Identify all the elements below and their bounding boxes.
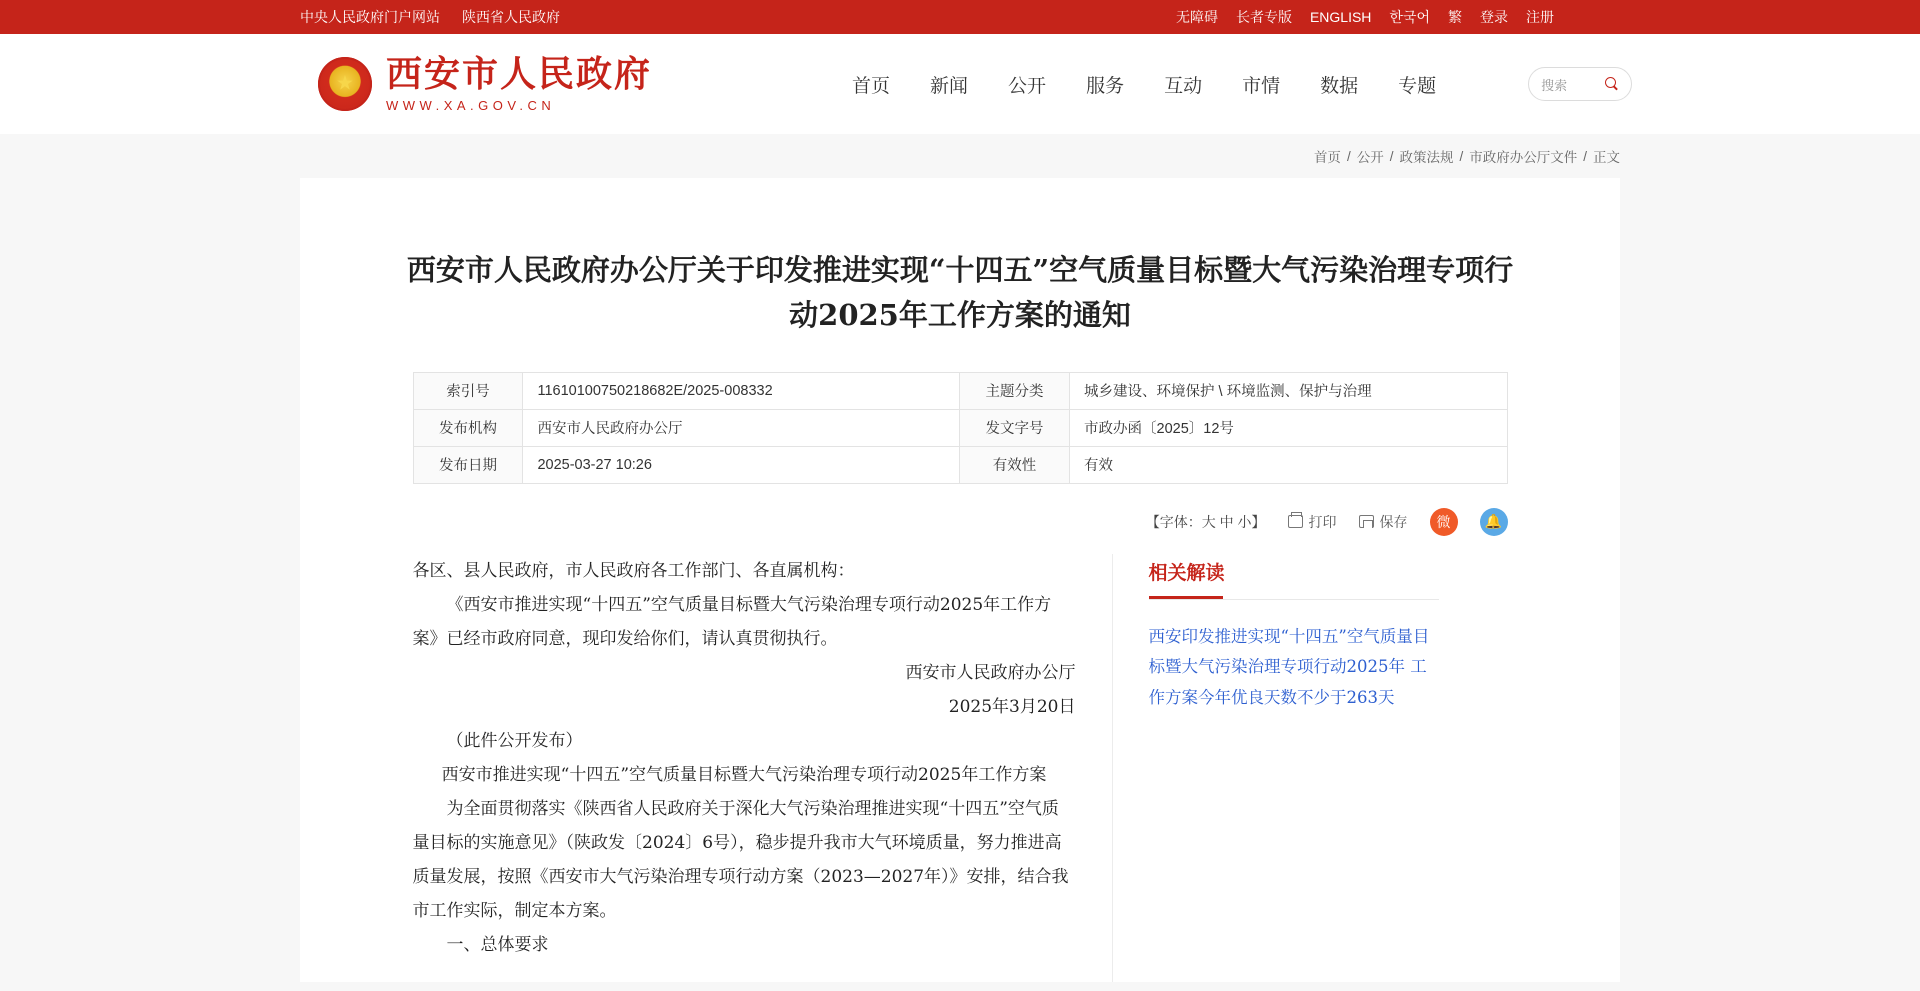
font-size-small[interactable]: 小 — [1237, 513, 1252, 530]
paragraph-signature-date: 2025年3月20日 — [948, 696, 1076, 717]
table-row — [413, 372, 1507, 409]
breadcrumb — [0, 134, 1920, 178]
breadcrumb-item-policy[interactable]: 政策法规 — [1399, 150, 1454, 165]
breadcrumb-item-open[interactable]: 公开 — [1356, 150, 1384, 165]
top-left-links — [300, 7, 560, 27]
nav-item-home[interactable]: 首页 — [852, 75, 891, 97]
search-placeholder: 搜索 — [1541, 77, 1568, 93]
search-input[interactable] — [1528, 67, 1632, 101]
nav-item-service[interactable]: 服务 — [1086, 75, 1125, 97]
font-label-end: 】 — [1251, 513, 1266, 530]
toplink-korean[interactable]: 한국어 — [1389, 9, 1430, 25]
toplink-shaanxi-gov[interactable]: 陕西省人民政府 — [462, 9, 560, 25]
site-header — [0, 34, 1920, 134]
nav-item-open[interactable]: 公开 — [1008, 75, 1047, 97]
save-label: 保存 — [1379, 513, 1408, 530]
national-emblem-icon — [318, 57, 372, 111]
paragraph-salutation: 各区、县人民政府，市人民政府各工作部门、各直属机构： — [412, 560, 855, 581]
document-card — [300, 178, 1620, 982]
subscribe-bell-icon[interactable]: 🔔 — [1480, 508, 1508, 536]
table-row — [413, 409, 1507, 446]
meta-label-docnumber: 发文字号 — [960, 409, 1070, 446]
meta-value-issuer: 西安市人民政府办公厅 — [523, 409, 960, 446]
toplink-central-gov[interactable]: 中央人民政府门户网站 — [300, 9, 440, 25]
logo-domain: WWW.XA.GOV.CN — [386, 98, 556, 113]
meta-label-index: 索引号 — [413, 372, 523, 409]
document-toolbar — [413, 508, 1508, 536]
breadcrumb-item-home[interactable]: 首页 — [1313, 150, 1341, 165]
top-right-links — [1176, 7, 1884, 27]
breadcrumb-item-current: 正文 — [1593, 150, 1620, 165]
site-logo[interactable] — [318, 53, 653, 113]
table-row — [413, 446, 1507, 483]
page-body — [0, 178, 1920, 982]
paragraph-background: 为全面贯彻落实《陕西省人民政府关于深化大气污染治理推进实现“十四五”空气质量目标的实施意见》（陕政发〔2024〕6号），稳步提升我市大气环境质量，努力推进高质量发展，按照《西安市大气污染治理专项行动方案（2023—2027年）》安排，结合我市工作实际，制定本方案。 — [412, 798, 1069, 921]
nav-item-interaction[interactable]: 互动 — [1164, 75, 1203, 97]
breadcrumb-separator: / — [1389, 148, 1394, 164]
font-size-controls — [1146, 512, 1266, 532]
document-meta-table — [413, 372, 1508, 484]
breadcrumb-item-office-docs[interactable]: 市政府办公厅文件 — [1469, 150, 1578, 165]
toplink-accessibility[interactable]: 无障碍 — [1175, 9, 1218, 25]
weibo-share-icon[interactable]: 微 — [1430, 508, 1458, 536]
related-link-item[interactable]: 西安印发推进实现“十四五”空气质量目标暨大气污染治理专项行动2025年 工作方案今年优良天数不少于263天 — [1148, 626, 1430, 707]
printer-icon — [1288, 515, 1303, 528]
font-size-medium[interactable]: 中 — [1219, 513, 1234, 530]
breadcrumb-separator: / — [1459, 148, 1464, 164]
print-button[interactable] — [1288, 512, 1337, 532]
aside-divider — [1149, 599, 1439, 600]
save-icon — [1359, 515, 1374, 528]
nav-item-city[interactable]: 市情 — [1242, 75, 1281, 97]
top-utility-bar — [0, 0, 1920, 34]
paragraph-section-one: 一、总体要求 — [446, 934, 549, 955]
meta-label-publishdate: 发布日期 — [413, 446, 523, 483]
meta-label-category: 主题分类 — [960, 372, 1070, 409]
nav-item-news[interactable]: 新闻 — [930, 75, 969, 97]
nav-item-data[interactable]: 数据 — [1320, 75, 1359, 97]
document-body-row — [413, 554, 1508, 982]
search-icon[interactable] — [1605, 77, 1619, 91]
meta-value-index: 11610100750218682E/2025-008332 — [523, 372, 960, 409]
meta-label-issuer: 发布机构 — [413, 409, 523, 446]
logo-text — [386, 53, 653, 113]
paragraph-intro: 《西安市推进实现“十四五”空气质量目标暨大气污染治理专项行动2025年工作方案》已经市政府同意，现印发给你们，请认真贯彻执行。 — [412, 594, 1052, 649]
page-title: 西安市人民政府办公厅关于印发推进实现“十四五”空气质量目标暨大气污染治理专项行动2025年工作方案的通知 — [406, 253, 1514, 332]
font-label-start: 【字体： — [1145, 513, 1202, 530]
paragraph-public-note: （此件公开发布） — [446, 730, 583, 751]
breadcrumb-separator: / — [1346, 148, 1351, 164]
font-size-large[interactable]: 大 — [1201, 513, 1216, 530]
breadcrumb-separator: / — [1583, 148, 1587, 164]
document-article — [413, 554, 1113, 982]
main-nav — [852, 67, 1632, 101]
logo-title: 西安市人民政府 — [386, 53, 653, 94]
meta-label-validity: 有效性 — [960, 446, 1070, 483]
meta-value-category: 城乡建设、环境保护 \ 环境监测、保护与治理 — [1070, 372, 1507, 409]
paragraph-plan-title: 西安市推进实现“十四五”空气质量目标暨大气污染治理专项行动2025年工作方案 — [441, 764, 1047, 785]
aside-title: 相关解读 — [1149, 558, 1439, 599]
paragraph-signature-org: 西安市人民政府办公厅 — [905, 662, 1076, 683]
save-button[interactable] — [1359, 512, 1408, 532]
meta-value-publishdate: 2025-03-27 10:26 — [523, 446, 960, 483]
toplink-login[interactable]: 登录 — [1480, 9, 1508, 25]
toplink-english[interactable]: ENGLISH — [1309, 9, 1372, 25]
toplink-elder-version[interactable]: 长者专版 — [1235, 9, 1292, 25]
print-label: 打印 — [1308, 513, 1337, 530]
toplink-traditional[interactable]: 繁 — [1448, 9, 1462, 25]
nav-item-topics[interactable]: 专题 — [1398, 75, 1437, 97]
related-interpretation-panel — [1149, 554, 1439, 982]
toplink-register[interactable]: 注册 — [1526, 9, 1554, 25]
meta-value-validity: 有效 — [1070, 446, 1507, 483]
meta-value-docnumber: 市政办函〔2025〕12号 — [1070, 409, 1507, 446]
